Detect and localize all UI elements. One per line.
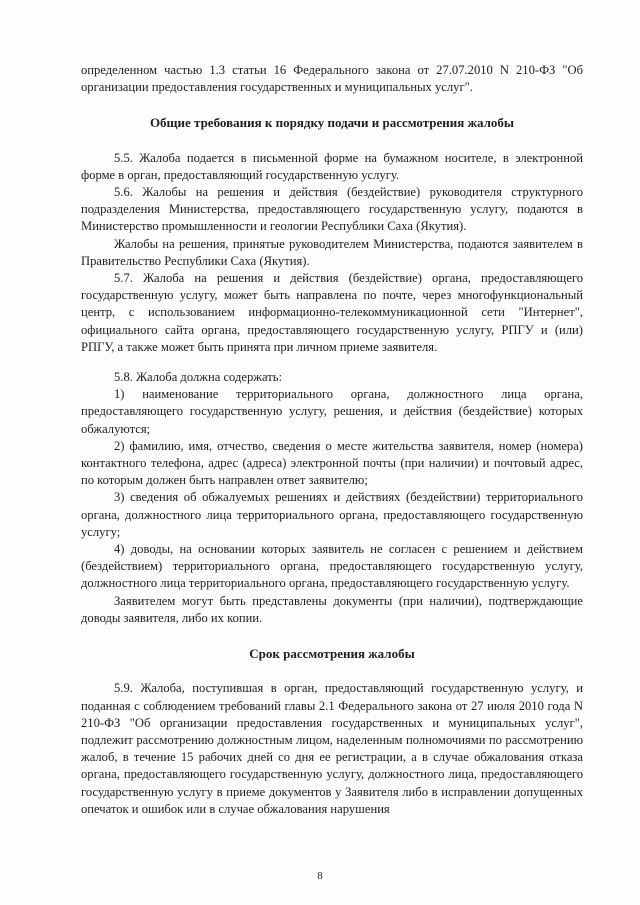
section-heading-general-requirements: Общие требования к порядку подачи и рассмотрения жалобы <box>149 115 515 131</box>
paragraph-documents: Заявителем могут быть представлены документы (при наличии), подтверждающие доводы заявителя, либо их копии. <box>81 593 583 625</box>
list-item-2: 2) фамилию, имя, отчество, сведения о месте жительства заявителя, номер (номера) контактного телефона, адрес (адреса) электронной почты (при наличии) и почтовый адрес, по которым должен быть направлен ответ заявителю; <box>81 438 583 488</box>
list-item-1: 1) наименование территориального органа, должностного лица органа, предоставляющего государственную услугу, решения, и действия (бездействие) которых обжалуются; <box>81 387 583 436</box>
paragraph-5-8: 5.8. Жалоба должна содержать: <box>114 370 282 385</box>
list-item-4: 4) доводы, на основании которых заявитель не согласен с решением и действием (бездействием) территориального органа, предоставляющего государственную услугу, должностного лица территориального органа, предоставляющего государственную услугу. <box>81 542 583 591</box>
page-number: 8 <box>317 870 323 882</box>
paragraph-5-5: 5.5. Жалоба подается в письменной форме на бумажном носителе, в электронной форме в орган, предоставляющий государственную услугу. <box>81 150 583 182</box>
paragraph-5-6-continued: Жалобы на решения, принятые руководителем Министерства, подаются заявителем в Правительство Республики Саха (Якутия). <box>81 236 583 268</box>
document-body <box>81 62 583 818</box>
paragraph-5-7: 5.7. Жалоба на решения и действия (бездействие) органа, предоставляющего государственную услугу, может быть направлена по почте, через многофункциональный центр, с использованием информационно-телекоммуникационной сети "Интернет", официального сайта органа, предоставляющего государственную услугу, РПГУ и (или) РПГУ, а также может быть принята при личном приеме заявителя. <box>81 271 583 354</box>
list-item-3: 3) сведения об обжалуемых решениях и действиях (бездействии) территориального органа, должностного лица территориального органа, предоставляющего государственную услугу; <box>81 490 583 539</box>
intro-paragraph: определенном частью 1.3 статьи 16 Федерального закона от 27.07.2010 N 210-ФЗ "Об организации предоставления государственных и муниципальных услуг". <box>81 63 583 95</box>
paragraph-5-9: 5.9. Жалоба, поступившая в орган, предоставляющий государственную услугу, и поданная с соблюдением требований главы 2.1 Федерального закона от 27 июля 2010 года N 210-ФЗ "Об организации предоставления государственных и муниципальных услуг", подлежит рассмотрению должностным лицом, наделенным полномочиями по рассмотрению жалоб, в течение 15 рабочих дней со дня ее регистрации, а в случае обжалования отказа органа, предоставляющего государственную услугу, должностного лица, предоставляющего государственную услугу в приеме документов у Заявителя либо в исправлении допущенных опечаток и ошибок или в случае обжалования нарушения <box>81 681 583 816</box>
section-heading-review-period: Срок рассмотрения жалобы <box>249 646 415 662</box>
paragraph-5-6: 5.6. Жалобы на решения и действия (бездействие) руководителя структурного подразделения Министерства, предоставляющего государственную услугу, подаются в Министерство промышленности и геологии Республики Саха (Якутия). <box>81 185 583 234</box>
